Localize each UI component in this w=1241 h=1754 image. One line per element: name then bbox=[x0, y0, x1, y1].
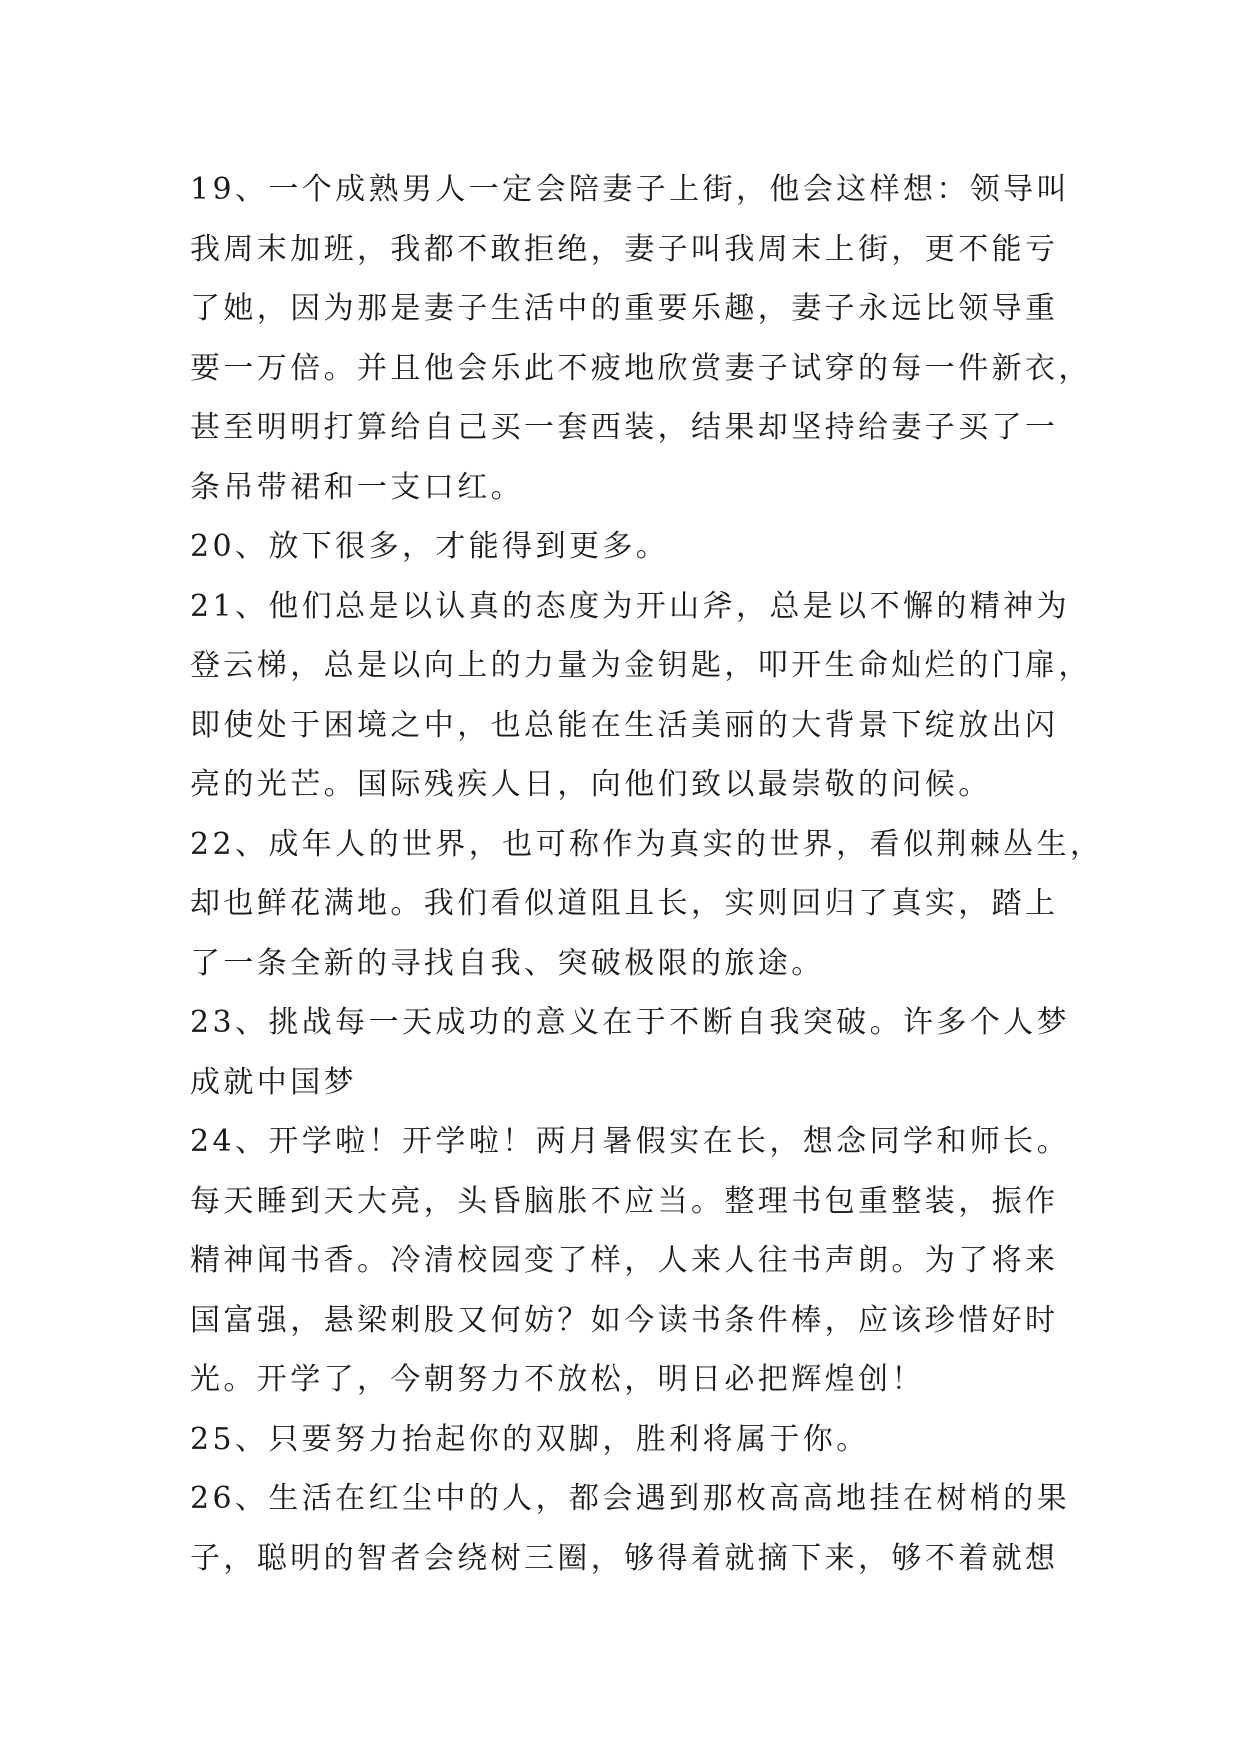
text-line: 22、成年人的世界，也可称作为真实的世界，看似荆棘丛生， bbox=[190, 826, 1104, 862]
text-line: 国富强，悬梁刺股又何妨？如今读书条件棒，应该珍惜好时 bbox=[190, 1302, 1059, 1338]
text-line: 成就中国梦 bbox=[190, 1064, 357, 1100]
text-line: 26、生活在红尘中的人，都会遇到那枚高高地挂在树梢的果 bbox=[190, 1481, 1070, 1516]
text-line: 20、放下很多，才能得到更多。 bbox=[190, 529, 670, 564]
text-line: 了一条全新的寻找自我、突破极限的旅途。 bbox=[190, 945, 825, 981]
text-line: 要一万倍。并且他会乐此不疲地欣赏妻子试穿的每一件新衣， bbox=[190, 350, 1092, 386]
text-line: 即使处于困境之中，也总能在生活美丽的大背景下绽放出闪 bbox=[190, 707, 1059, 743]
text-line: 子，聪明的智者会绕树三圈，够得着就摘下来，够不着就想 bbox=[190, 1540, 1059, 1576]
text-line: 却也鲜花满地。我们看似道阻且长，实则回归了真实，踏上 bbox=[190, 886, 1059, 921]
text-line: 19、一个成熟男人一定会陪妻子上街，他会这样想：领导叫 bbox=[190, 172, 1070, 207]
text-line: 我周末加班，我都不敢拒绝，妻子叫我周末上街，更不能亏 bbox=[190, 231, 1059, 267]
document-body bbox=[190, 160, 1104, 1588]
text-line: 光。开学了，今朝努力不放松，明日必把辉煌创！ bbox=[190, 1362, 925, 1397]
text-line: 25、只要努力抬起你的双脚，胜利将属于你。 bbox=[190, 1421, 870, 1457]
text-line: 登云梯，总是以向上的力量为金钥匙，叩开生命灿烂的门扉， bbox=[190, 648, 1092, 683]
text-line: 精神闻书香。冷清校园变了样，人来人往书声朗。为了将来 bbox=[190, 1243, 1059, 1278]
text-line: 条吊带裙和一支口红。 bbox=[190, 469, 524, 505]
text-line: 24、开学啦！开学啦！两月暑假实在长，想念同学和师长。 bbox=[190, 1124, 1070, 1159]
text-line: 21、他们总是以认真的态度为开山斧，总是以不懈的精神为 bbox=[190, 588, 1070, 624]
text-line: 23、挑战每一天成功的意义在于不断自我突破。许多个人梦 bbox=[190, 1005, 1070, 1040]
text-line: 每天睡到天大亮，头昏脑胀不应当。整理书包重整装，振作 bbox=[190, 1183, 1059, 1219]
text-line: 了她，因为那是妻子生活中的重要乐趣，妻子永远比领导重 bbox=[190, 291, 1059, 326]
text-line: 甚至明明打算给自己买一套西装，结果却坚持给妻子买了一 bbox=[190, 410, 1059, 445]
text-line: 亮的光芒。国际残疾人日，向他们致以最崇敬的问候。 bbox=[190, 767, 992, 802]
